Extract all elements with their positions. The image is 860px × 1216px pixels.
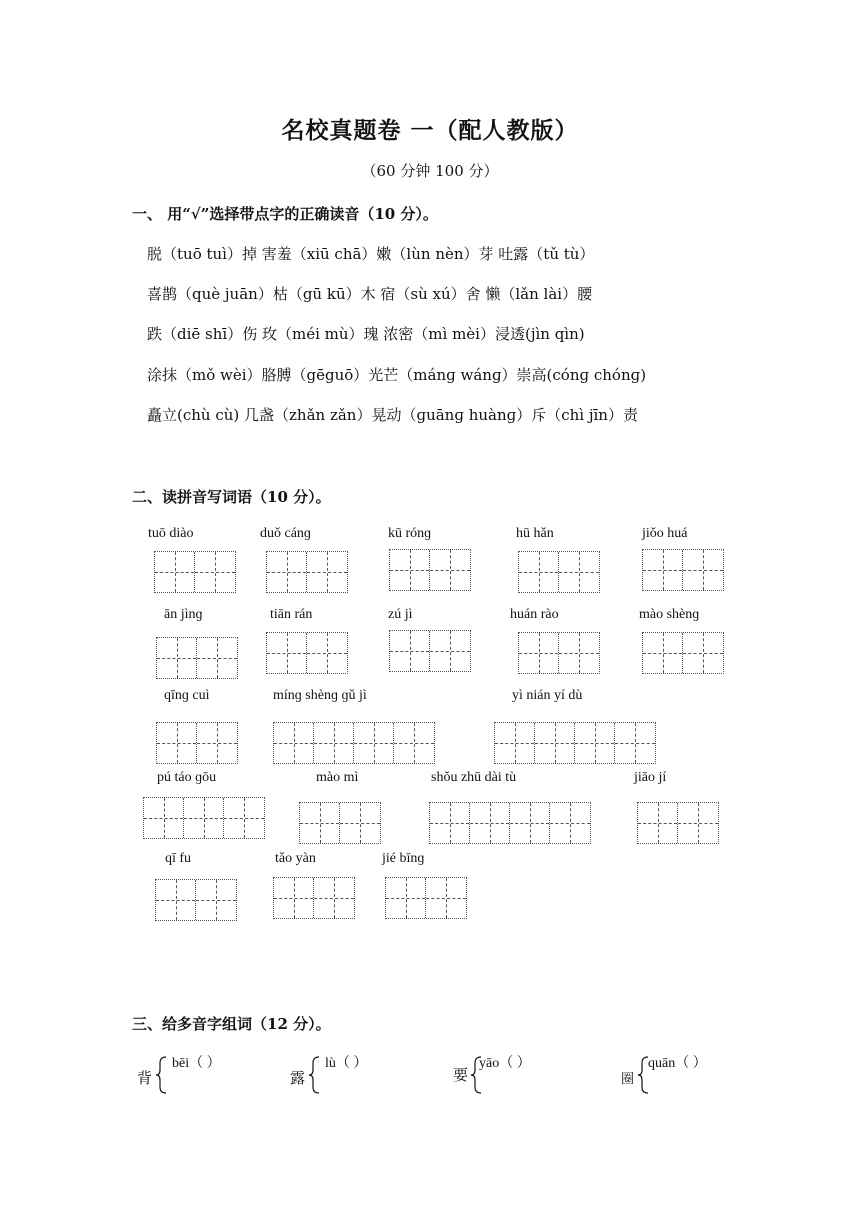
pinyin-label: mào mì <box>316 770 359 785</box>
writing-grid[interactable] <box>273 722 435 764</box>
pinyin-label: ān jìnɡ <box>164 607 203 622</box>
pinyin-label: mào shènɡ <box>639 607 700 622</box>
pinyin-label: jié bīnɡ <box>382 851 425 866</box>
brace-icon <box>307 1055 321 1095</box>
polyphone-reading[interactable]: quān（ ） <box>648 1056 707 1071</box>
pinyin-label: huán rào <box>510 607 559 622</box>
writing-grid[interactable] <box>494 722 656 764</box>
writing-grid[interactable] <box>518 632 600 674</box>
writing-grid[interactable] <box>518 551 600 593</box>
section1-line-4: 涂抹（mǒ wèi）胳膊（gēguō）光芒（mánɡ wánɡ）崇高(cónɡ chónɡ) <box>147 366 647 384</box>
writing-grid[interactable] <box>273 877 355 919</box>
pinyin-label: jiāo jí <box>634 770 667 785</box>
pinyin-label: pú táo ɡōu <box>157 770 217 785</box>
writing-grid[interactable] <box>154 551 236 593</box>
writing-grid[interactable] <box>266 551 348 593</box>
section3-heading: 三、给多音字组词（12 分）。 <box>132 1015 331 1033</box>
polyphone-char: 背 <box>137 1069 153 1087</box>
writing-grid[interactable] <box>385 877 467 919</box>
polyphone-char: 要 <box>453 1066 469 1084</box>
writing-grid[interactable] <box>637 802 719 844</box>
polyphone-char: 圈 <box>621 1072 635 1087</box>
pinyin-label: qīnɡ cuì <box>164 688 210 703</box>
polyphone-reading[interactable]: lù（ ） <box>325 1056 368 1071</box>
pinyin-label: tǎo yàn <box>275 851 316 866</box>
writing-grid[interactable] <box>155 879 237 921</box>
pinyin-label: jiǒo huá <box>642 526 688 541</box>
writing-grid[interactable] <box>389 549 471 591</box>
writing-grid[interactable] <box>642 632 724 674</box>
pinyin-label: hū hǎn <box>516 526 554 541</box>
section1-heading: 一、 用“√”选择带点字的正确读音（10 分）。 <box>132 205 438 223</box>
polyphone-reading[interactable]: yāo（ ） <box>479 1056 531 1071</box>
pinyin-label: tuō diào <box>148 526 194 541</box>
writing-grid[interactable] <box>299 802 381 844</box>
writing-grid[interactable] <box>156 722 238 764</box>
section1-line-5: 矗立(chù cù) 几盏（zhǎn zǎn）晃动（ɡuānɡ huànɡ）斥（chì jīn）责 <box>147 406 638 424</box>
polyphone-char: 露 <box>290 1069 306 1087</box>
pinyin-label: duǒ cánɡ <box>260 526 311 541</box>
pinyin-label: kū rónɡ <box>388 526 432 541</box>
pinyin-label: mínɡ shènɡ ɡǔ jì <box>273 688 367 703</box>
section1-line-1: 脱（tuō tuì）掉 害羞（xiū chā）嫩（lùn nèn）芽 吐露（tǔ tù） <box>147 245 595 263</box>
writing-grid[interactable] <box>266 632 348 674</box>
pinyin-label: zú jì <box>388 607 413 622</box>
writing-grid[interactable] <box>642 549 724 591</box>
section1-line-2: 喜鹊（què juān）枯（gū kū）木 宿（sù xú）舍 懒（lǎn lài）腰 <box>147 285 593 303</box>
writing-grid[interactable] <box>429 802 591 844</box>
pinyin-label: qī fu <box>165 851 192 866</box>
section2-heading: 二、读拼音写词语（10 分）。 <box>132 488 331 506</box>
polyphone-reading[interactable]: bēi（ ） <box>172 1056 221 1071</box>
writing-grid[interactable] <box>389 630 471 672</box>
pinyin-label: shǒu zhū dài tù <box>431 770 517 785</box>
writing-grid[interactable] <box>143 797 265 839</box>
section1-line-3: 跌（diē shī）伤 玫（méi mù）瑰 浓密（mì mèi）浸透(jìn qìn) <box>147 325 585 343</box>
pinyin-label: tiān rán <box>270 607 313 622</box>
brace-icon <box>154 1055 168 1095</box>
pinyin-label: yì nián yí dù <box>512 688 583 703</box>
writing-grid[interactable] <box>156 637 238 679</box>
page-title: 名校真题卷 一（配人教版） <box>281 117 579 144</box>
page-subtitle: （60 分钟 100 分） <box>361 162 499 180</box>
